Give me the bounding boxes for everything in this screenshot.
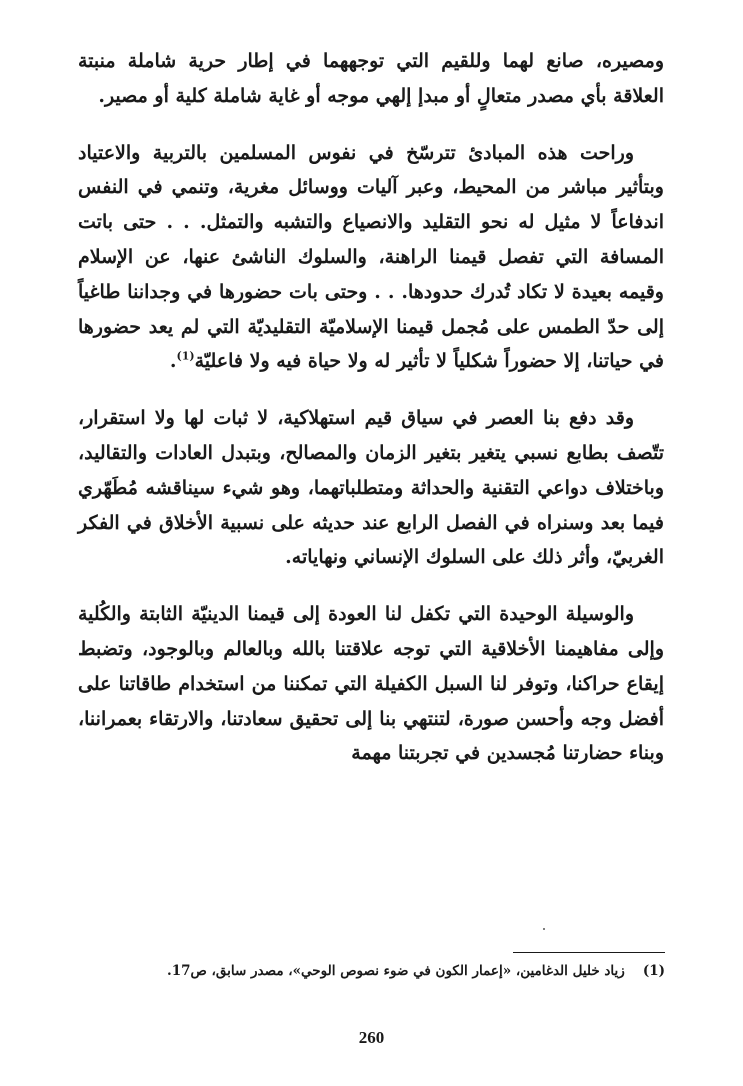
body-text — [78, 44, 664, 793]
paragraph-1: ومصيره، صانع لهما وللقيم التي توجههما في إطار حرية شاملة منبتة العلاقة بأي مصدر متعالٍ أو مبدإ إلهي موجه أو غاية شاملة كلية أو مصير. — [78, 50, 664, 107]
page-number: 260 — [358, 1028, 385, 1047]
paragraph-2-text: وراحت هذه المبادئ تترسّخ في نفوس المسلمين بالتربية والاعتياد وبتأثير مباشر من المحيط، وعبر آليات ووسائل مغرية، وتنمي في النفس اندفاعاً لا مثيل له نحو التقليد والانصياع والتشبه والتمثل. . . حتى باتت المسافة التي تفصل قيمنا الراهنة، والسلوك الناشئ عنها، عن الإسلام وقيمه بعيدة لا تكاد تُدرك حدودها. . . وحتى بات حضورها في وجداننا طاغياً إلى حدّ الطمس على مُجمل قيمنا الإسلاميّة التقليديّة التي لم يعد حضورها في حياتنا، إلا حضوراً شكلياً لا تأثير له ولا حياة فيه ولا فاعليّة — [78, 141, 664, 373]
footnote-number: (1) — [642, 963, 665, 979]
footnote-reference: (1) — [176, 350, 195, 364]
paragraph-4: والوسيلة الوحيدة التي تكفل لنا العودة إلى قيمنا الدينيّة الثابتة والكُلية وإلى مفاهيمنا الأخلاقية التي توجه علاقتنا بالله وبالعالم وبالوجود، وتضبط إيقاع حراكنا، وتوفر لنا السبل الكفيلة التي تمكننا من استخدام طاقاتنا على أفضل وجه وأحسن صورة، لتنتهي بنا إلى تحقيق سعادتنا، والارتقاء بعمراننا، وبناء حضارتنا مُجسدين في تجربتنا مهمة — [78, 603, 664, 765]
footnote — [79, 960, 665, 982]
paragraph-2 — [78, 136, 664, 380]
paragraph-3: وقد دفع بنا العصر في سياق قيم استهلاكية، لا ثبات لها ولا استقرار، تتّصف بطابع نسبي يتغير بتغير الزمان والمصالح، وبتبدل العادات والتقاليد، وباختلاف دواعي التقنية والحداثة ومتطلباتهما، وهو شيء سيناقشه مُطَهّري فيما بعد وسنراه في الفصل الرابع عند حديثه على نسبية الأخلاق في الفكر الغربيّ، وأثر ذلك على السلوك الإنساني ونهاياته. — [78, 407, 665, 569]
footnote-divider — [513, 952, 665, 953]
scan-speck — [543, 928, 545, 930]
footnote-text: زياد خليل الدغامين، «إعمار الكون في ضوء نصوص الوحي»، مصدر سابق، ص17. — [167, 963, 625, 979]
paragraph-2-end: . — [169, 350, 177, 373]
